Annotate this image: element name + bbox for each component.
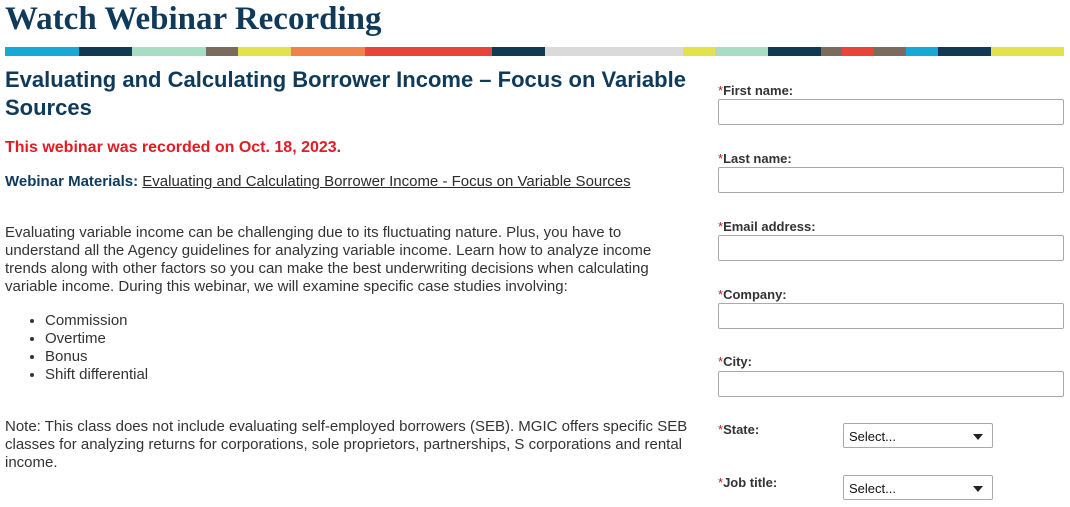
color-segment — [874, 47, 906, 56]
required-marker: * — [718, 83, 724, 98]
webinar-details — [5, 66, 695, 471]
job-title-select-value: Select... — [849, 481, 896, 496]
decorative-color-bar — [5, 47, 1064, 56]
city-field[interactable] — [718, 371, 1064, 397]
state-select[interactable] — [843, 423, 993, 448]
chevron-down-icon — [973, 486, 983, 492]
field-label-text: Company: — [723, 287, 787, 302]
color-segment — [79, 47, 132, 56]
required-marker: * — [718, 287, 724, 302]
field-label-text: City: — [723, 354, 752, 369]
job-title-label — [718, 475, 777, 490]
state-label — [718, 422, 759, 437]
webinar-materials — [5, 173, 631, 190]
first-name-label — [718, 83, 793, 98]
recorded-date-notice: This webinar was recorded on Oct. 18, 2023. — [5, 139, 342, 156]
color-segment — [938, 47, 991, 56]
list-item: • Shift differential — [45, 366, 148, 384]
list-item: • Bonus — [45, 348, 148, 366]
email-field[interactable] — [718, 235, 1064, 261]
first-name-field[interactable] — [718, 99, 1064, 125]
color-segment — [492, 47, 545, 56]
chevron-down-icon — [973, 434, 983, 440]
color-segment — [715, 47, 768, 56]
required-marker: * — [718, 151, 724, 166]
field-label-text: State: — [723, 422, 760, 437]
company-field[interactable] — [718, 303, 1064, 329]
page-heading: Watch Webinar Recording — [5, 1, 382, 37]
webinar-description: Evaluating variable income can be challenging due to its fluctuating nature. Plus, you have to understand all the Agency guidelines for analyzing variable income. Learn how to analyze income trends along with other factors so you can make the best underwriting decisions when calculating variable income. During this webinar, we will examine specific case studies involving: — [5, 224, 652, 295]
color-segment — [132, 47, 206, 56]
color-segment — [906, 47, 938, 56]
required-marker: * — [718, 475, 724, 490]
required-marker: * — [718, 422, 724, 437]
email-label — [718, 219, 816, 234]
color-segment — [5, 47, 79, 56]
last-name-label — [718, 151, 792, 166]
job-title-select[interactable] — [843, 475, 993, 500]
field-label-text: Email address: — [723, 219, 816, 234]
color-segment — [821, 47, 842, 56]
company-label — [718, 287, 787, 302]
materials-label: Webinar Materials: — [5, 173, 139, 190]
color-segment — [842, 47, 874, 56]
webinar-title: Evaluating and Calculating Borrower Income – Focus on Variable Sources — [5, 67, 686, 120]
color-segment — [291, 47, 365, 56]
required-marker: * — [718, 219, 724, 234]
field-label-text: First name: — [723, 83, 794, 98]
last-name-field[interactable] — [718, 167, 1064, 193]
list-item: • Commission — [45, 312, 148, 330]
color-segment — [206, 47, 238, 56]
color-segment — [365, 47, 492, 56]
seb-note: Note: This class does not include evaluating self-employed borrowers (SEB). MGIC offers specific SEB classes for analyzing returns for corporations, sole proprietors, partnerships, S corporations and rental income. — [5, 418, 688, 471]
city-label — [718, 354, 752, 369]
field-label-text: Job title: — [723, 475, 778, 490]
color-segment — [683, 47, 715, 56]
topics-list — [5, 312, 148, 384]
required-marker: * — [718, 354, 724, 369]
color-segment — [238, 47, 291, 56]
color-segment — [991, 47, 1064, 56]
list-item: • Overtime — [45, 330, 148, 348]
materials-link[interactable]: Evaluating and Calculating Borrower Income - Focus on Variable Sources — [142, 173, 631, 190]
color-segment — [768, 47, 821, 56]
state-select-value: Select... — [849, 429, 896, 444]
color-segment — [545, 47, 683, 56]
field-label-text: Last name: — [723, 151, 792, 166]
